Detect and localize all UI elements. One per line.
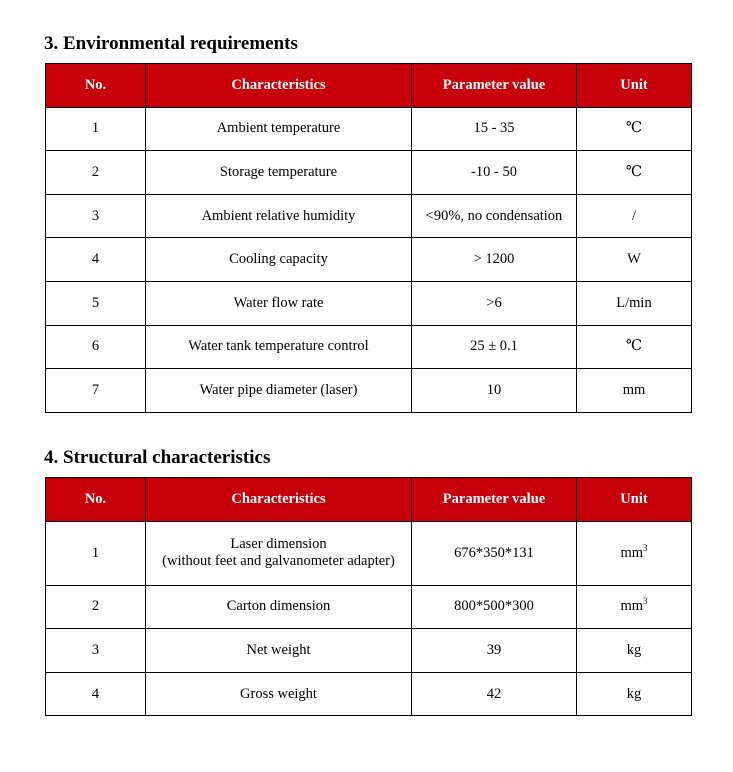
section-title-structural: 4. Structural characteristics — [44, 447, 271, 468]
cell-characteristics-line2: (without feet and galvanometer adapter) — [162, 553, 395, 570]
cell-value: 15 - 35 — [412, 107, 577, 151]
header-unit: Unit — [577, 478, 692, 522]
cell-unit — [577, 521, 692, 585]
unit-superscript: 3 — [643, 596, 648, 607]
table-header-row — [46, 64, 692, 108]
cell-characteristics: Water pipe diameter (laser) — [146, 369, 412, 413]
header-characteristics: Characteristics — [146, 478, 412, 522]
cell-unit: ℃ — [577, 107, 692, 151]
table-row — [46, 107, 692, 151]
header-no: No. — [46, 478, 146, 522]
cell-characteristics: Water tank temperature control — [146, 325, 412, 369]
unit-text: mm — [620, 544, 644, 561]
cell-characteristics: Water flow rate — [146, 281, 412, 325]
cell-characteristics: Gross weight — [146, 672, 412, 716]
environmental-table — [45, 63, 692, 413]
cell-unit: kg — [577, 629, 692, 673]
cell-characteristics: Ambient relative humidity — [146, 194, 412, 238]
cell-no: 5 — [46, 281, 146, 325]
section-title-environmental: 3. Environmental requirements — [44, 33, 298, 54]
cell-value: > 1200 — [412, 238, 577, 282]
unit-text: mm — [620, 598, 644, 615]
cell-value: 42 — [412, 672, 577, 716]
cell-unit: W — [577, 238, 692, 282]
cell-no: 6 — [46, 325, 146, 369]
cell-characteristics: Cooling capacity — [146, 238, 412, 282]
table-row — [46, 629, 692, 673]
cell-no: 3 — [46, 629, 146, 673]
header-no: No. — [46, 64, 146, 108]
cell-unit: L/min — [577, 281, 692, 325]
cell-unit: mm — [577, 369, 692, 413]
cell-unit — [577, 585, 692, 629]
unit-superscript: 3 — [643, 542, 648, 553]
cell-characteristics: Net weight — [146, 629, 412, 673]
cell-value: -10 - 50 — [412, 151, 577, 195]
cell-no: 2 — [46, 151, 146, 195]
cell-unit: kg — [577, 672, 692, 716]
header-characteristics: Characteristics — [146, 64, 412, 108]
table-row — [46, 325, 692, 369]
cell-characteristics: Ambient temperature — [146, 107, 412, 151]
table-row — [46, 521, 692, 585]
cell-value: 676*350*131 — [412, 521, 577, 585]
cell-no: 1 — [46, 521, 146, 585]
cell-characteristics: Storage temperature — [146, 151, 412, 195]
header-unit: Unit — [577, 64, 692, 108]
cell-no: 4 — [46, 672, 146, 716]
cell-value: 800*500*300 — [412, 585, 577, 629]
table-row — [46, 194, 692, 238]
cell-value: 10 — [412, 369, 577, 413]
cell-no: 1 — [46, 107, 146, 151]
cell-unit: ℃ — [577, 325, 692, 369]
table-row — [46, 238, 692, 282]
structural-table — [45, 477, 692, 716]
cell-no: 2 — [46, 585, 146, 629]
header-parameter-value: Parameter value — [412, 64, 577, 108]
table-header-row — [46, 478, 692, 522]
cell-unit: / — [577, 194, 692, 238]
cell-characteristics-line1: Laser dimension — [230, 536, 327, 553]
cell-unit: ℃ — [577, 151, 692, 195]
cell-value: 25 ± 0.1 — [412, 325, 577, 369]
cell-no: 4 — [46, 238, 146, 282]
table-row — [46, 281, 692, 325]
cell-characteristics — [146, 521, 412, 585]
cell-value: <90%, no condensation — [412, 194, 577, 238]
cell-no: 7 — [46, 369, 146, 413]
table-row — [46, 585, 692, 629]
header-parameter-value: Parameter value — [412, 478, 577, 522]
table-row — [46, 369, 692, 413]
table-row — [46, 672, 692, 716]
cell-no: 3 — [46, 194, 146, 238]
table-row — [46, 151, 692, 195]
cell-value: 39 — [412, 629, 577, 673]
cell-characteristics: Carton dimension — [146, 585, 412, 629]
cell-value: >6 — [412, 281, 577, 325]
